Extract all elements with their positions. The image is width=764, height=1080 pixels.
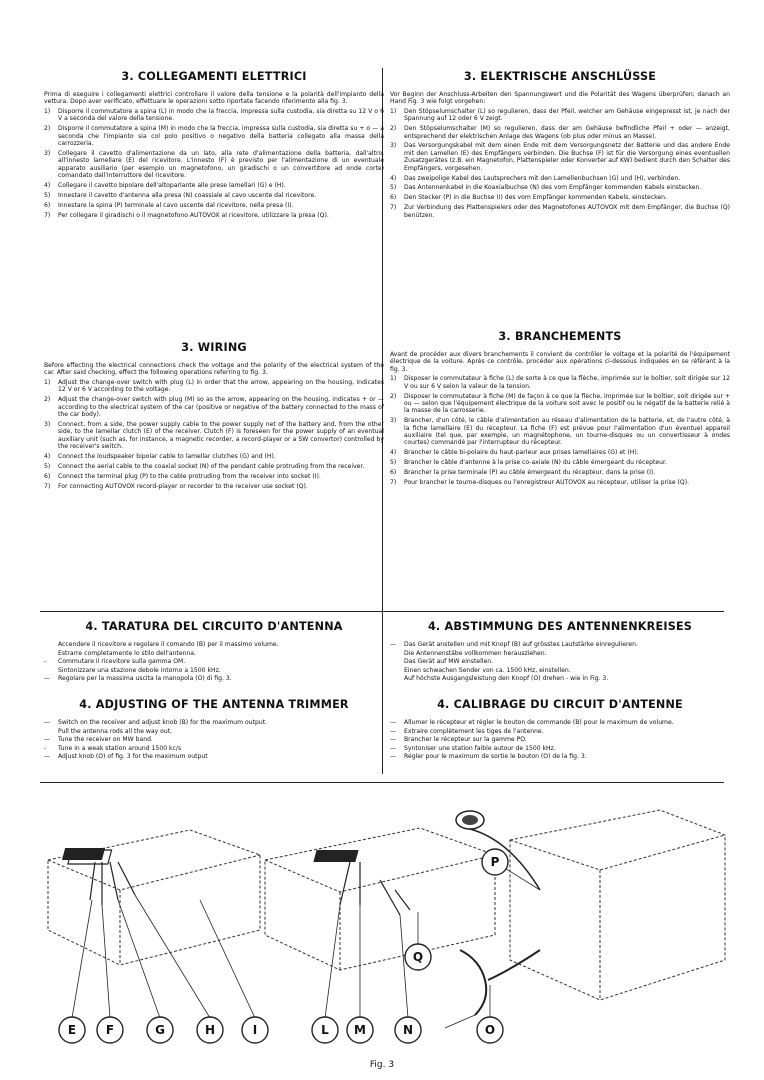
section-anschluesse [390,70,730,222]
section-title: 4. TARATURA DEL CIRCUITO D'ANTENNA [85,620,343,633]
instruction-list [390,375,730,486]
list-item: — Extraire complètement les tiges de l'antenne. [390,727,544,735]
list-item: 3) Connect, from a side, the power supply cable to the power supply net of the battery and, from the other side, to the lamellar clutch (E) of the receiver. Clutch (F) is foreseen for the power supply of an eventual auxiliary unit (such as, for instance, a magnetic recorder, a record-player or a SW convertor) controlled by the receiver's switch. [44,420,384,451]
list-item: 3) Das Versorgungskabel mit dem einen Ende mit dem Versorgungsnetz der Batterie und das andere Ende mit den Lamellen (E) des Empfängers verbinden. Die Buchse (F) ist für die Versorgung eines eventuellen Zusatzgerätes (z.B. ein Magnetofon, Plattenspieler oder Konverter auf KW) bedient durch den Schalter des Empfängers, vorgesehen. [390,142,730,172]
figure-receiver-connections [40,800,728,1050]
list-item: 2) Den Stöpselumschalter (M) so regulieren, dass der am Gehäuse befindliche Pfeil + oder — anzeigt, entsprechend der elektrischen Anlage des Wagens (ob plus oder minus an Masse). [390,125,730,140]
list-item: 5) Innestare il cavetto d'antenna alla presa (N) coassiale al cavo uscente dal ricevitore. [44,191,317,199]
list-item: — Régler pour le maximum de sortie le bouton (O) de la fig. 3. [390,753,587,761]
callout-m: M [354,1023,366,1037]
list-item: 2) Adjust the change-over switch with plug (M) so as the arrow, appearing on the housing, indicates + or — according to the electrical system of the car (positive or negative of the battery connected to the mass of the car body). [44,396,384,418]
list-item: 4) Brancher le câble bi-polaire du haut-parleur aux prises lamellaires (G) et (H). [390,449,639,457]
section-title: 3. WIRING [181,341,247,354]
callout-p: P [490,855,500,869]
list-item: — Allumer le récepteur et régler le bouton de commande (B) pour le maximum de volume. [390,719,674,726]
list-item: - Commutare il ricevitore sulla gamma OM. [44,658,186,666]
section-collegamenti [44,70,384,222]
section-title: 3. COLLEGAMENTI ELETTRICI [121,70,307,83]
section-title: 4. ABSTIMMUNG DES ANTENNENKREISES [427,620,693,633]
list-item: 4) Connect the loudspeaker bipolar cable to lamellar clutches (G) and (H). [44,452,276,460]
list-item: 5) Das Antennenkabel in die Koaxialbuchse (N) des vom Empfänger kommenden Kabels einstecken. [390,184,702,192]
instruction-list [390,108,730,219]
callout-q: Q [412,950,424,964]
list-item: 7) Zur Verbindung des Plattenspielers oder des Magnetofones AUTOVOX mit dem Empfänger, die Buchse (Q) benützen. [390,204,730,219]
list-item: — Syntoniser une station faible autour de 1500 kHz. [390,744,556,752]
list-item: Einen schwachen Sender von ca. 1500 kHz, einstellen. [404,666,571,674]
instruction-list [44,379,384,490]
list-item: 1) Den Stöpselumschalter (L) so regulieren, dass der Pfeil, welcher am Gehäuse eingepresst ist, je nach der Spannung auf 12 oder 6 V zeigt. [390,107,730,123]
list-item: 4) Collegare il cavetto bipolare dell'altoparlante alle prese lamellari (G) e (H). [44,181,286,189]
section-taratura [44,620,384,684]
list-item: 6) Brancher la prise terminale (P) au câble émergeant du récepteur, dans la prise (I). [390,469,656,477]
list-item: — Das Gerät anstellen und mit Knopf (B) auf grösstes Lautstärke einregulieren. [390,641,638,648]
section-intro: Before effecting the electrical connections check the voltage and the polarity of the electrical system of the car. After said checking, effect the following operations referring to fig. 3. [44,362,384,377]
list-item: 4) Das zweipolige Kabel des Lautsprechers mit den Lamellenbuchsen (G) und (H), verbinden. [390,174,681,182]
callout-f: F [105,1023,115,1037]
callout-h: H [204,1023,216,1037]
figure-caption: Fig. 3 [369,1060,395,1070]
section-intro: Avant de procéder aux divers branchements il convient de contrôler le voltage et la polarité de l'équipement électrique de la voiture. Après ce contrôle, procéder aux opérations ci-dessous indiquées en se référant à la fig. 3. [390,351,730,373]
list-item: 5) Connect the aerial cable to the coaxial socket (N) of the pendant cable protruding from the receiver. [44,462,365,470]
instruction-list [44,641,384,684]
section-title: 3. BRANCHEMENTS [498,330,622,343]
list-item: Estrarre completamente lo stilo dell'antenna. [58,649,196,657]
receiver-illustration [40,800,728,1050]
list-item: 5) Brancher le câble d'antenne à la prise co-axiale (N) du câble émergeant du récepteur. [390,459,667,467]
section-abstimmung [390,620,730,684]
list-item: — Adjust knob (O) of fig. 3 for the maximum output [44,753,208,761]
section-title: 4. CALIBRAGE DU CIRCUIT D'ANTENNE [437,698,683,711]
section-wiring [44,341,384,493]
list-item: — Tune the receiver on MW band. [44,736,153,744]
callout-n: N [402,1023,414,1037]
callout-i: I [252,1023,258,1037]
list-item: 7) For connecting AUTOVOX record-player or recorder to the receiver use socket (Q). [44,482,308,490]
list-item: 6) Innestare la spina (P) terminale al cavo uscente dal ricevitore, nella presa (I). [44,201,294,209]
callout-g: G [155,1023,165,1037]
list-item: Auf höchste Ausgangsleistung den Knopf (O) drehen - wie in Fig. 3. [404,675,609,683]
list-item: — Switch on the receiver and adjust knob (B) for the maximum output. [44,719,268,726]
list-item: 2) Disposer le commutateur à fiche (M) de façon à ce que la flèche, imprimée sur le boîtier, soit dirigée sur + ou — selon que l'équipement électrique de la voiture soit avec le positif ou le négatif de la batterie relié à la masse de la carrosserie. [390,392,730,415]
list-item: 6) Connect the terminal plug (P) to the cable protruding from the receiver into socket (I). [44,472,321,480]
section-intro: Vor Beginn der Anschluss-Arbeiten den Spannungswert und die Polarität des Wagens überprüfen; danach an Hand Fig. 3 wie folgt vorgehen: [390,91,730,106]
section-intro: Prima di eseguire i collegamenti elettrici controllare il valore della tensione e la polarità dell'impianto della vettura. Dopo aver verificato, effettuare le operazioni sotto riportate facendo riferimento alla fig. 3. [44,91,384,106]
list-item: 1) Disposer le commutateur à fiche (L) de sorte à ce que la flèche, imprimée sur le boîtier, soit dirigée sur 12 V ou sur 6 V selon la valeur de la tension. [390,375,730,390]
list-item: Pull the antenna rods all the way out. [58,727,173,735]
section-branchements [390,330,730,489]
horizontal-rule [40,611,724,612]
callout-o: O [484,1023,496,1037]
list-item: 7) Pour brancher le tourne-disques ou l'enregistreur AUTOVOX au récepteur, utiliser la prise (Q). [390,479,690,487]
section-calibrage [390,698,730,762]
list-item: 1) Adjust the change-over switch with plug (L) in order that the arrow, appearing on the housing, indicates 12 V or 6 V according to the voltage. [44,378,384,394]
instruction-list [44,719,384,762]
list-item: 3) Collegare il cavetto d'alimentazione da un lato, alla rete d'alimentazione della batteria, dall'altro, all'innesto lamellare (E) del ricevitore. L'innesto (F) è previsto per l'alimentazione di un eventuale apparato ausiliario (per esempio un magnetofono, un giradischi o un convertitore ad onde corte) comandato dall'interruttore del ricevitore. [44,149,384,180]
list-item: - Tune in a weak station around 1500 kc/s [44,744,182,752]
list-item: Das Gerät auf MW einstellen. [404,658,494,666]
instruction-list [390,641,730,684]
list-item: Die Antennenstäbe vollkommen herausziehen. [404,649,547,657]
instruction-list [390,719,730,762]
list-item: 2) Disporre il commutatore a spina (M) in modo che la freccia, impressa sulla custodia, sia diretta su + o — a seconda che l'impianto sia col polo positivo o negativo della batteria collegato alla massa della carrozzeria. [44,125,384,147]
list-item: — Regolare per la massima uscita la manopola (O) di fig. 3. [44,675,232,683]
callout-l: L [321,1023,329,1037]
section-adjusting [44,698,384,762]
list-item: 3) Brancher, d'un côté, le câble d'alimentation au réseau d'alimentation de la batterie, et, de l'autre côté, à la fiche lamellaire (E) du récepteur. La fiche (F) est prévue pour l'alimentation d'un éventuel appareil auxiliaire (tel que, par exemple, un magnétophone, un tourne-disques ou un convertisseur à ondes courtes) commandé par l'interrupteur du récepteur. [390,417,730,447]
list-item: Sintonizzare una stazione debole intorno a 1500 kHz. [58,666,221,674]
section-title: 4. ADJUSTING OF THE ANTENNA TRIMMER [79,698,349,711]
callout-e: E [67,1023,77,1037]
instruction-list [44,108,384,219]
list-item: 7) Per collegare il giradischi o il magnetofono AUTOVOX al ricevitore, utilizzare la presa (Q). [44,211,329,219]
section-title: 3. ELEKTRISCHE ANSCHLÜSSE [463,70,657,83]
list-item: — Brancher le récepteur sur la gamme PO. [390,736,527,744]
list-item: 6) Den Stecker (P) in die Buchse (I) des vom Empfänger kommenden Kabels, einstecken. [390,194,667,202]
list-item: 1) Disporre il commutatore a spina (L) in modo che la freccia, impressa sulla custodia, sia diretta su 12 V o 6 V a seconda del valore della tensione. [44,107,384,123]
horizontal-rule [40,782,724,783]
list-item: Accendere il ricevitore e regolare il comando (B) per il massimo volume. [58,641,279,648]
